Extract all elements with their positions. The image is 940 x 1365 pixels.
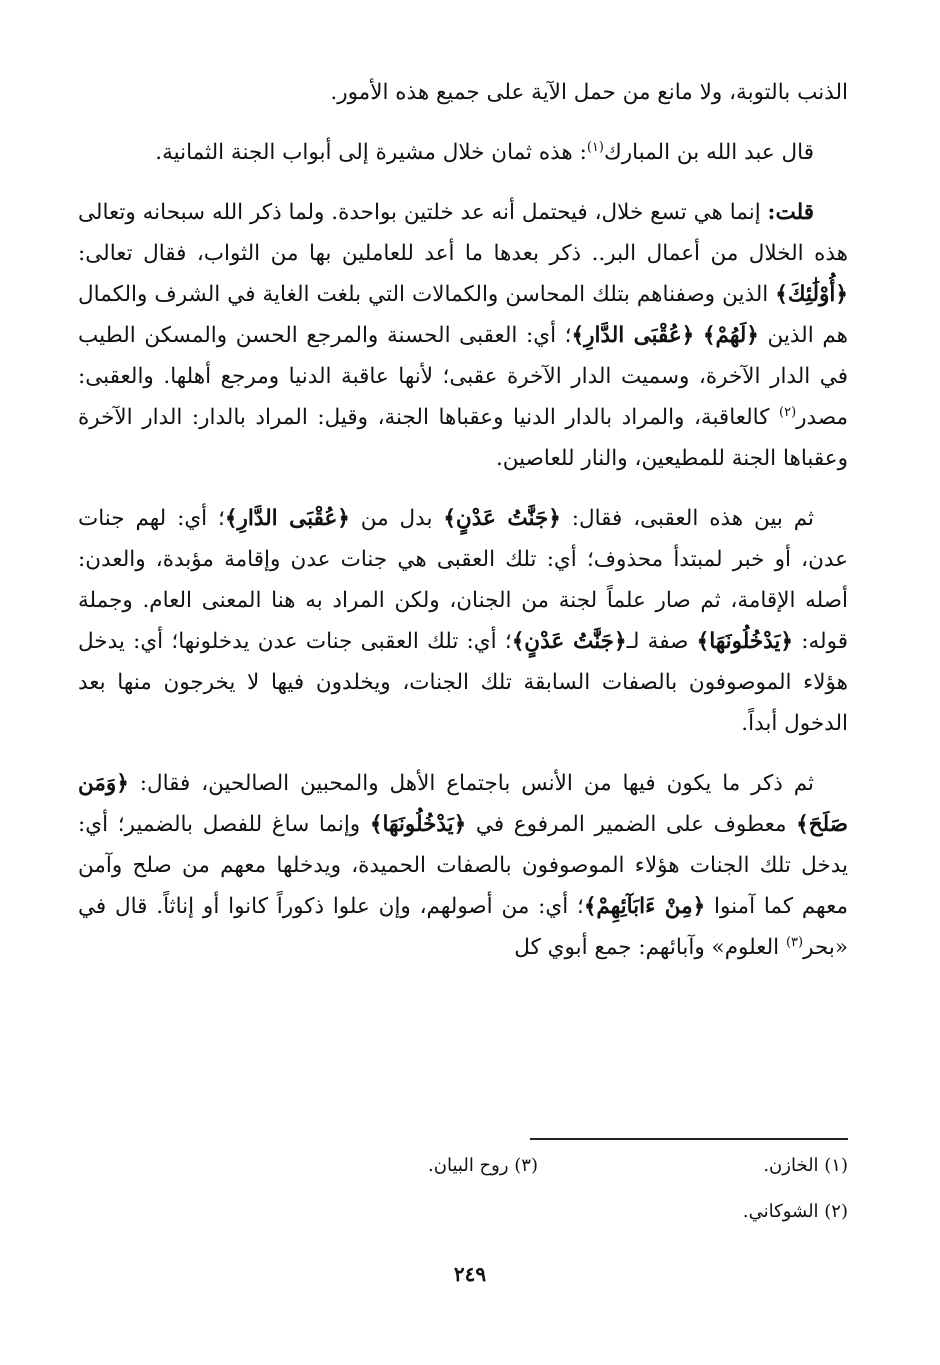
footnote-ref-1: (١) xyxy=(586,139,604,155)
quran-quote: ﴿جَنَّٰتُ عَدْنٍ﴾ xyxy=(443,506,561,531)
footnote-1: (١) الخازن. xyxy=(763,1155,848,1176)
paragraph-5-text-1: ثم ذكر ما يكون فيها من الأنس باجتماع الأهل والمحبين الصالحين، فقال: xyxy=(128,771,814,796)
paragraph-5-text-2: معطوف على الضمير المرفوع في xyxy=(466,812,797,837)
quran-quote: ﴿وَمَن صَلَحَ﴾ xyxy=(78,771,849,837)
paragraph-3 xyxy=(78,192,848,479)
paragraph-3-text-1: إنما هي تسع خلال، فيحتمل أنه عد خلتين بواحدة. ولما ذكر الله سبحانه وتعالى هذه الخلال من أعمال البر.. ذكر بعدها ما أعد للعاملين بها من الثواب، فقال تعالى: xyxy=(78,200,848,266)
paragraph-4 xyxy=(78,498,848,744)
footnotes xyxy=(148,1152,848,1244)
quran-quote: ﴿يَدْخُلُونَهَا﴾ xyxy=(369,812,467,837)
paragraph-2 xyxy=(78,132,848,173)
quran-quote: ﴿عُقْبَى الدَّارِ﴾ xyxy=(224,506,350,531)
quran-quote: ﴿لَهُمْ﴾ xyxy=(702,323,759,348)
paragraph-3-lead: قلت: xyxy=(767,200,814,225)
quran-quote: ﴿يَدْخُلُونَهَا﴾ xyxy=(696,629,794,654)
footnote-ref-3: (٣) xyxy=(785,934,804,950)
paragraph-4-text-4: صفة لـ xyxy=(626,629,697,654)
footnote-row-1 xyxy=(148,1152,848,1180)
paragraph-4-text-5: ؛ أي: تلك العقبى جنات عدن يدخلونها؛ أي: يدخل هؤلاء الموصوفون بالصفات السابقة تلك الجنات، ويخلدون فيها لا يخرجون منها بعد الدخول أبداً. xyxy=(78,629,848,736)
paragraph-5-text-3: وإنما ساغ للفصل بالضمير؛ أي: يدخل تلك الجنات هؤلاء الموصوفون بالصفات الحميدة، ويدخلها معهم من صلح وآمن معهم كما آمنوا xyxy=(78,812,848,919)
paragraph-4-text-1: ثم بين هذه العقبى، فقال: xyxy=(560,506,814,531)
paragraph-4-text-2: بدل من xyxy=(349,506,444,531)
paragraph-3-text-4: ؛ أي: العقبى الحسنة والمرجع الحسن والمسكن الطيب في الدار الآخرة، وسميت الدار الآخرة عقبى؛ لأنها عاقبة الدنيا ومرجع أهلها. والعقبى: مصدر xyxy=(78,323,848,430)
paragraph-3-text-3 xyxy=(694,323,703,348)
paragraph-1 xyxy=(78,72,848,113)
footnote-3: (٣) روح البيان. xyxy=(428,1155,538,1176)
footnote-divider xyxy=(530,1138,848,1140)
footnote-ref-2: (٢) xyxy=(779,404,797,420)
quran-quote: ﴿عُقْبَى الدَّارِ﴾ xyxy=(571,323,695,348)
footnote-2: (٢) الشوكاني. xyxy=(742,1201,848,1222)
quran-quote: ﴿جَنَّٰتُ عَدْنٍ﴾ xyxy=(511,629,627,654)
paragraph-2-after: : هذه ثمان خلال مشيرة إلى أبواب الجنة الثمانية. xyxy=(155,140,587,165)
paragraph-3-text-2: الذين وصفناهم بتلك المحاسن والكمالات التي بلغت الغاية في الشرف والكمال هم الذين xyxy=(78,282,848,348)
paragraph-4-text-3: ؛ أي: لهم جنات عدن، أو خبر لمبتدأ محذوف؛ أي: تلك العقبى هي جنات عدن وإقامة مؤبدة، والعدن: أصله الإقامة، ثم صار علماً لجنة من الجنان، ولكن المراد به هنا المعنى العام. وجملة قوله: xyxy=(78,506,848,654)
paragraph-5-text-4: ؛ أي: من أصولهم، وإن علوا ذكوراً كانوا أو إناثاً. قال في «بحر xyxy=(78,894,848,960)
paragraph-2-before: قال عبد الله بن المبارك xyxy=(603,140,814,165)
paragraph-5-text-5: العلوم» وآبائهم: جمع أبوي كل xyxy=(514,935,786,960)
paragraph-1-text: الذنب بالتوبة، ولا مانع من حمل الآية على جميع هذه الأمور. xyxy=(330,80,848,105)
paragraph-5 xyxy=(78,763,848,968)
main-text xyxy=(78,72,848,987)
quran-quote: ﴿مِنْ ءَابَآئِهِمْ﴾ xyxy=(583,894,706,919)
quran-quote: ﴿أُوْلَٰئِكَ﴾ xyxy=(775,282,848,307)
page-number: ٢٤٩ xyxy=(453,1262,487,1286)
footnote-row-2 xyxy=(148,1198,848,1226)
paragraph-3-text-5: كالعاقبة، والمراد بالدار الدنيا وعقباها الجنة، وقيل: المراد بالدار: الدار الآخرة وعقباها الجنة للمطيعين، والنار للعاصين. xyxy=(78,405,848,471)
